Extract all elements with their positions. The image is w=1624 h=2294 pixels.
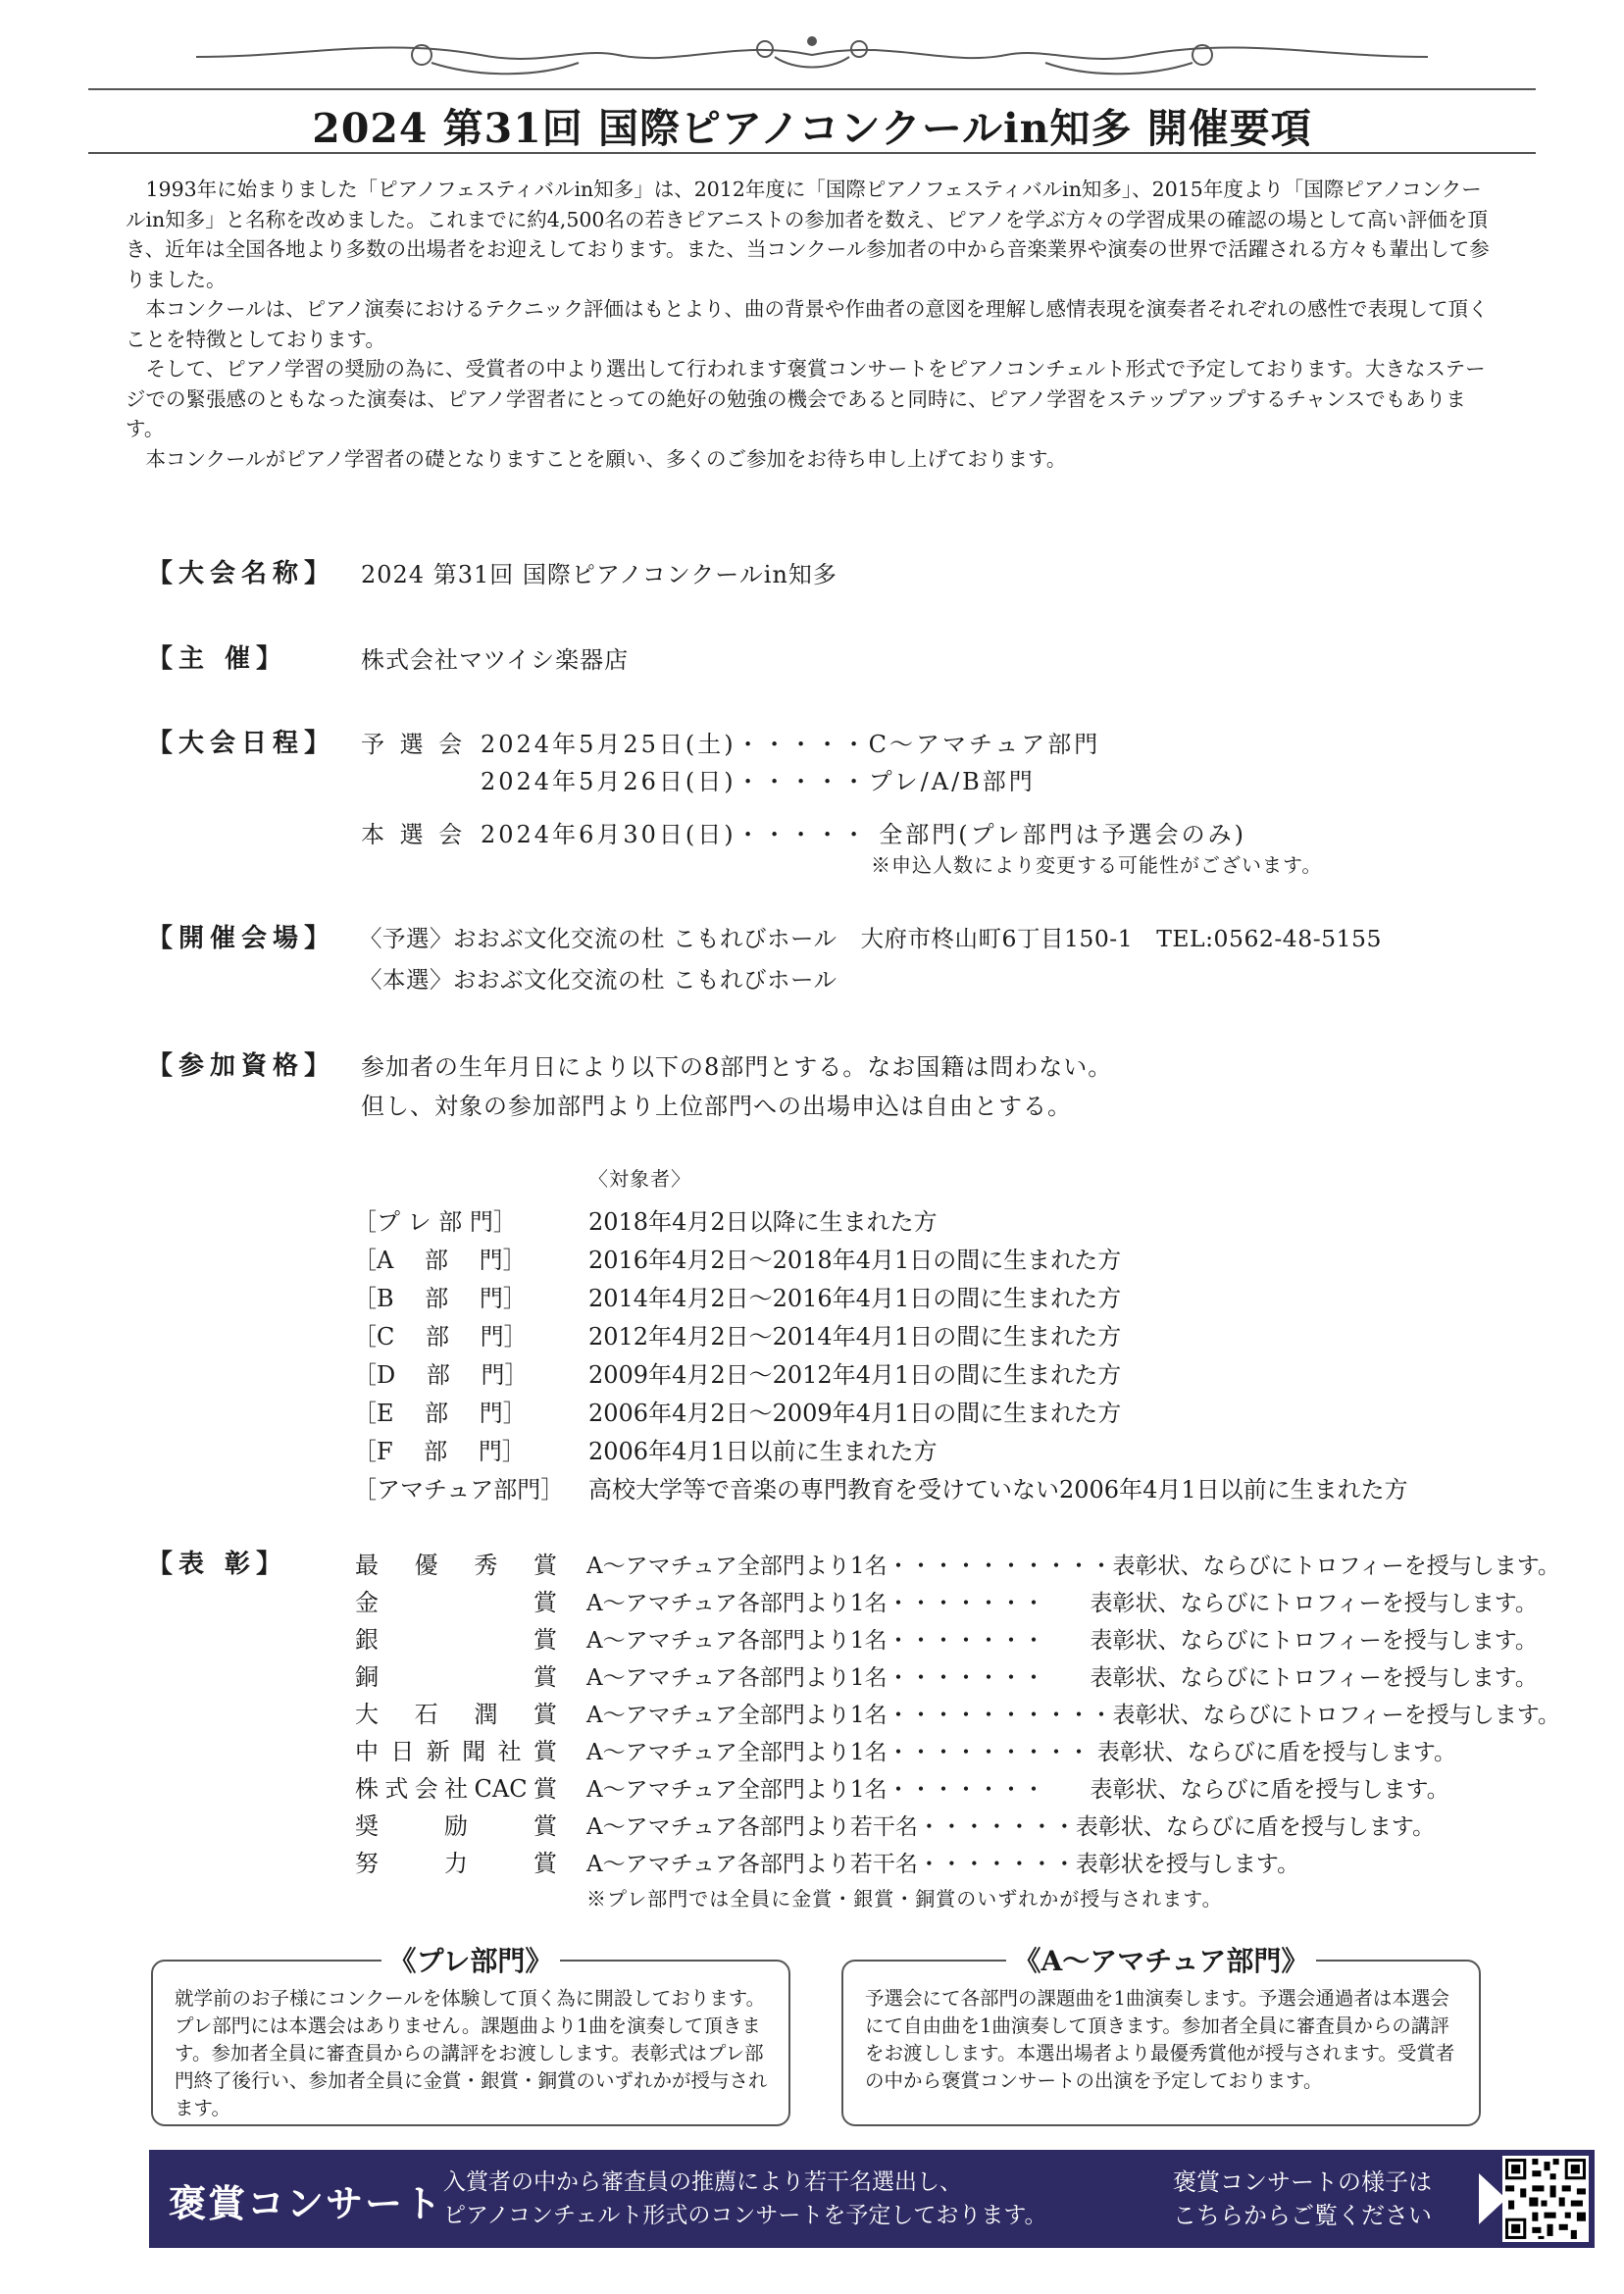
category-desc: 2012年4月2日～2014年4月1日の間に生まれた方: [588, 1323, 1122, 1351]
banner-text-line: ピアノコンチェルト形式のコンサートを予定しております。: [443, 2203, 1047, 2228]
category-name: ［E 部 門］: [353, 1400, 527, 1427]
schedule-label: 【大会日程】: [147, 729, 336, 758]
category-name: ［B 部 門］: [353, 1285, 527, 1312]
amateur-category-box: [841, 1945, 1481, 2126]
category-name: ［アマチュア部門］: [353, 1476, 565, 1504]
award-name: 銅賞: [355, 1663, 557, 1691]
page-title: 2024 第31回 国際ピアノコンクールin知多 開催要項: [312, 105, 1312, 152]
award-concert-banner: [149, 2150, 1595, 2248]
venue-label: 【開催会場】: [147, 924, 336, 953]
award-name: 最優秀賞: [355, 1552, 557, 1579]
category-desc: 2014年4月2日～2016年4月1日の間に生まれた方: [588, 1285, 1122, 1312]
category-desc: 2006年4月2日～2009年4月1日の間に生まれた方: [588, 1400, 1122, 1427]
title-rule-bottom: [88, 152, 1536, 154]
award-desc: A～アマチュア全部門より1名・・・・・・・・・ 表彰状、ならびに盾を授与します。: [586, 1740, 1457, 1765]
category-name: ［C 部 門］: [353, 1323, 528, 1351]
intro-paragraph: 本コンクールがピアノ学習者の礎となりますことを願い、多くのご参加をお待ち申し上げております。: [145, 446, 1067, 471]
eligibility-line-1: 参加者の生年月日により以下の8部門とする。なお国籍は問わない。: [361, 1053, 1113, 1081]
intro-paragraph: そして、ピアノ学習の奨励の為に、受賞者の中より選出して行われます褒賞コンサートをピアノコンチェルト形式で予定しております。大きなステージでの緊張感のともなった演奏は、ピアノ学習者にとっての絶好の勉強の機会であると同時に、ピアノ学習をステップアップするチャンスでもあります。: [126, 357, 1486, 440]
intro-paragraph: 本コンクールは、ピアノ演奏におけるテクニック評価はもとより、曲の背景や作曲者の意図を理解し感情表現を演奏者それぞれの感性で表現して頂くことを特徴としております。: [126, 297, 1489, 351]
award-name: 努力賞: [355, 1850, 557, 1877]
awards-label: 【表 彰】: [147, 1550, 288, 1579]
prelim-date-1: 2024年5月25日(土)・・・・・C～アマチュア部門: [481, 731, 1101, 758]
eligibility-label: 【参加資格】: [147, 1051, 336, 1081]
banner-title: 褒賞コンサート: [169, 2181, 444, 2225]
banner-description: [443, 2166, 1046, 2232]
amateur-box-body: 予選会にて各部門の課題曲を1曲演奏します。予選会通過者は本選会にて自由曲を1曲演奏して頂きます。参加者全員に審査員からの講評をお渡しします。本選出場者より最優秀賞他が授与されます。受賞者の中から褒賞コンサートの出演を予定しております。: [865, 1987, 1455, 2092]
award-desc: A～アマチュア各部門より若干名・・・・・・・表彰状、ならびに盾を授与します。: [586, 1814, 1436, 1840]
decorative-ornament: [186, 27, 1438, 82]
award-desc: A～アマチュア各部門より若干名・・・・・・・表彰状を授与します。: [586, 1852, 1300, 1877]
award-desc: A～アマチュア全部門より1名・・・・・・・・・・表彰状、ならびにトロフィーを授与します。: [586, 1554, 1560, 1579]
category-desc: 高校大学等で音楽の専門教育を受けていない2006年4月1日以前に生まれた方: [588, 1476, 1408, 1504]
pre-box-title: 《プレ部門》: [381, 1945, 561, 1977]
awards-note: ※プレ部門では全員に金賞・銀賞・銅賞のいずれかが授与されます。: [586, 1887, 1223, 1911]
category-desc: 2016年4月2日～2018年4月1日の間に生まれた方: [588, 1247, 1122, 1274]
final-label: 本 選 会: [361, 821, 467, 848]
award-name: 銀賞: [355, 1626, 557, 1654]
award-desc: A～アマチュア全部門より1名・・・・・・・ 表彰状、ならびに盾を授与します。: [586, 1777, 1449, 1803]
banner-callout-line: こちらからご覧ください: [1173, 2202, 1432, 2229]
award-desc: A～アマチュア全部門より1名・・・・・・・・・・表彰状、ならびにトロフィーを授与します。: [586, 1703, 1560, 1728]
prelim-label: 予 選 会: [361, 731, 467, 758]
target-header: 〈対象者〉: [588, 1167, 691, 1191]
title-rule-top: [88, 88, 1536, 90]
organizer-value: 株式会社マツイシ楽器店: [361, 646, 630, 674]
venue-final: 〈本選〉おおぶ文化交流の杜 こもれびホール: [359, 966, 837, 994]
category-desc: 2006年4月1日以前に生まれた方: [588, 1438, 938, 1465]
pre-box-body: 就学前のお子様にコンクールを体験して頂く為に開設しております。プレ部門には本選会はありません。課題曲より1曲を演奏して頂きます。参加者全員に審査員からの講評をお渡しします。表彰式はプレ部門終了後行い、参加者全員に金賞・銀賞・銅賞のいずれかが授与されます。: [175, 1987, 768, 2119]
award-name: 金賞: [355, 1589, 557, 1616]
award-name: 大石潤賞: [355, 1701, 557, 1728]
venue-prelim: 〈予選〉おおぶ文化交流の杜 こもれびホール 大府市柊山町6丁目150-1 TEL:0562-48-5155: [359, 925, 1382, 952]
award-desc: A～アマチュア各部門より1名・・・・・・・ 表彰状、ならびにトロフィーを授与します。: [586, 1591, 1538, 1616]
category-desc: 2009年4月2日～2012年4月1日の間に生まれた方: [588, 1361, 1122, 1389]
category-name: ［A 部 門］: [353, 1247, 527, 1274]
award-desc: A～アマチュア各部門より1名・・・・・・・ 表彰状、ならびにトロフィーを授与します。: [586, 1665, 1538, 1691]
final-date: 2024年6月30日(日)・・・・・ 全部門(プレ部門は予選会のみ): [481, 821, 1247, 848]
eligibility-line-2: 但し、対象の参加部門より上位部門への出場申込は自由とする。: [361, 1093, 1072, 1120]
organizer-label: 【主 催】: [147, 644, 288, 674]
schedule-note: ※申込人数により変更する可能性がございます。: [871, 853, 1323, 877]
event-name-value: 2024 第31回 国際ピアノコンクールin知多: [361, 561, 837, 588]
amateur-box-title: 《A～アマチュア部門》: [1006, 1945, 1317, 1977]
award-name: 中日新聞社賞: [355, 1738, 557, 1765]
category-desc: 2018年4月2日以降に生まれた方: [588, 1208, 938, 1236]
category-name: ［F 部 門］: [353, 1438, 526, 1465]
intro-text: [126, 175, 1498, 474]
banner-callout: [1173, 2166, 1432, 2232]
event-name-label: 【大会名称】: [147, 559, 336, 588]
banner-callout-line: 褒賞コンサートの様子は: [1173, 2168, 1432, 2196]
qr-code-icon[interactable]: [1502, 2156, 1589, 2242]
award-name: 奨励賞: [355, 1812, 557, 1840]
category-name: ［D 部 門］: [353, 1361, 529, 1389]
banner-text-line: 入賞者の中から審査員の推薦により若干名選出し、: [443, 2169, 962, 2195]
category-name: ［プ レ 部 門］: [353, 1208, 517, 1236]
intro-paragraph: 1993年に始まりました「ピアノフェスティバルin知多」は、2012年度に「国際ピアノフェスティバルin知多」、2015年度より「国際ピアノコンクールin知多」と名称を改めました。これまでに約4,500名の若きピアニストの参加者を数え、ピアノを学ぶ方々の学習成果の確認の場として高い評価を頂き、近年は全国各地より多数の出場者をお迎えしております。また、当コンクール参加者の中から音楽業界や演奏の世界で活躍される方々も輩出して参りました。: [126, 178, 1490, 291]
pre-category-box: [151, 1945, 790, 2126]
award-desc: A～アマチュア各部門より1名・・・・・・・ 表彰状、ならびにトロフィーを授与します。: [586, 1628, 1538, 1654]
prelim-date-2: 2024年5月26日(日)・・・・・プレ/A/B部門: [481, 768, 1036, 795]
award-name: 株式会社CAC賞: [355, 1775, 557, 1803]
